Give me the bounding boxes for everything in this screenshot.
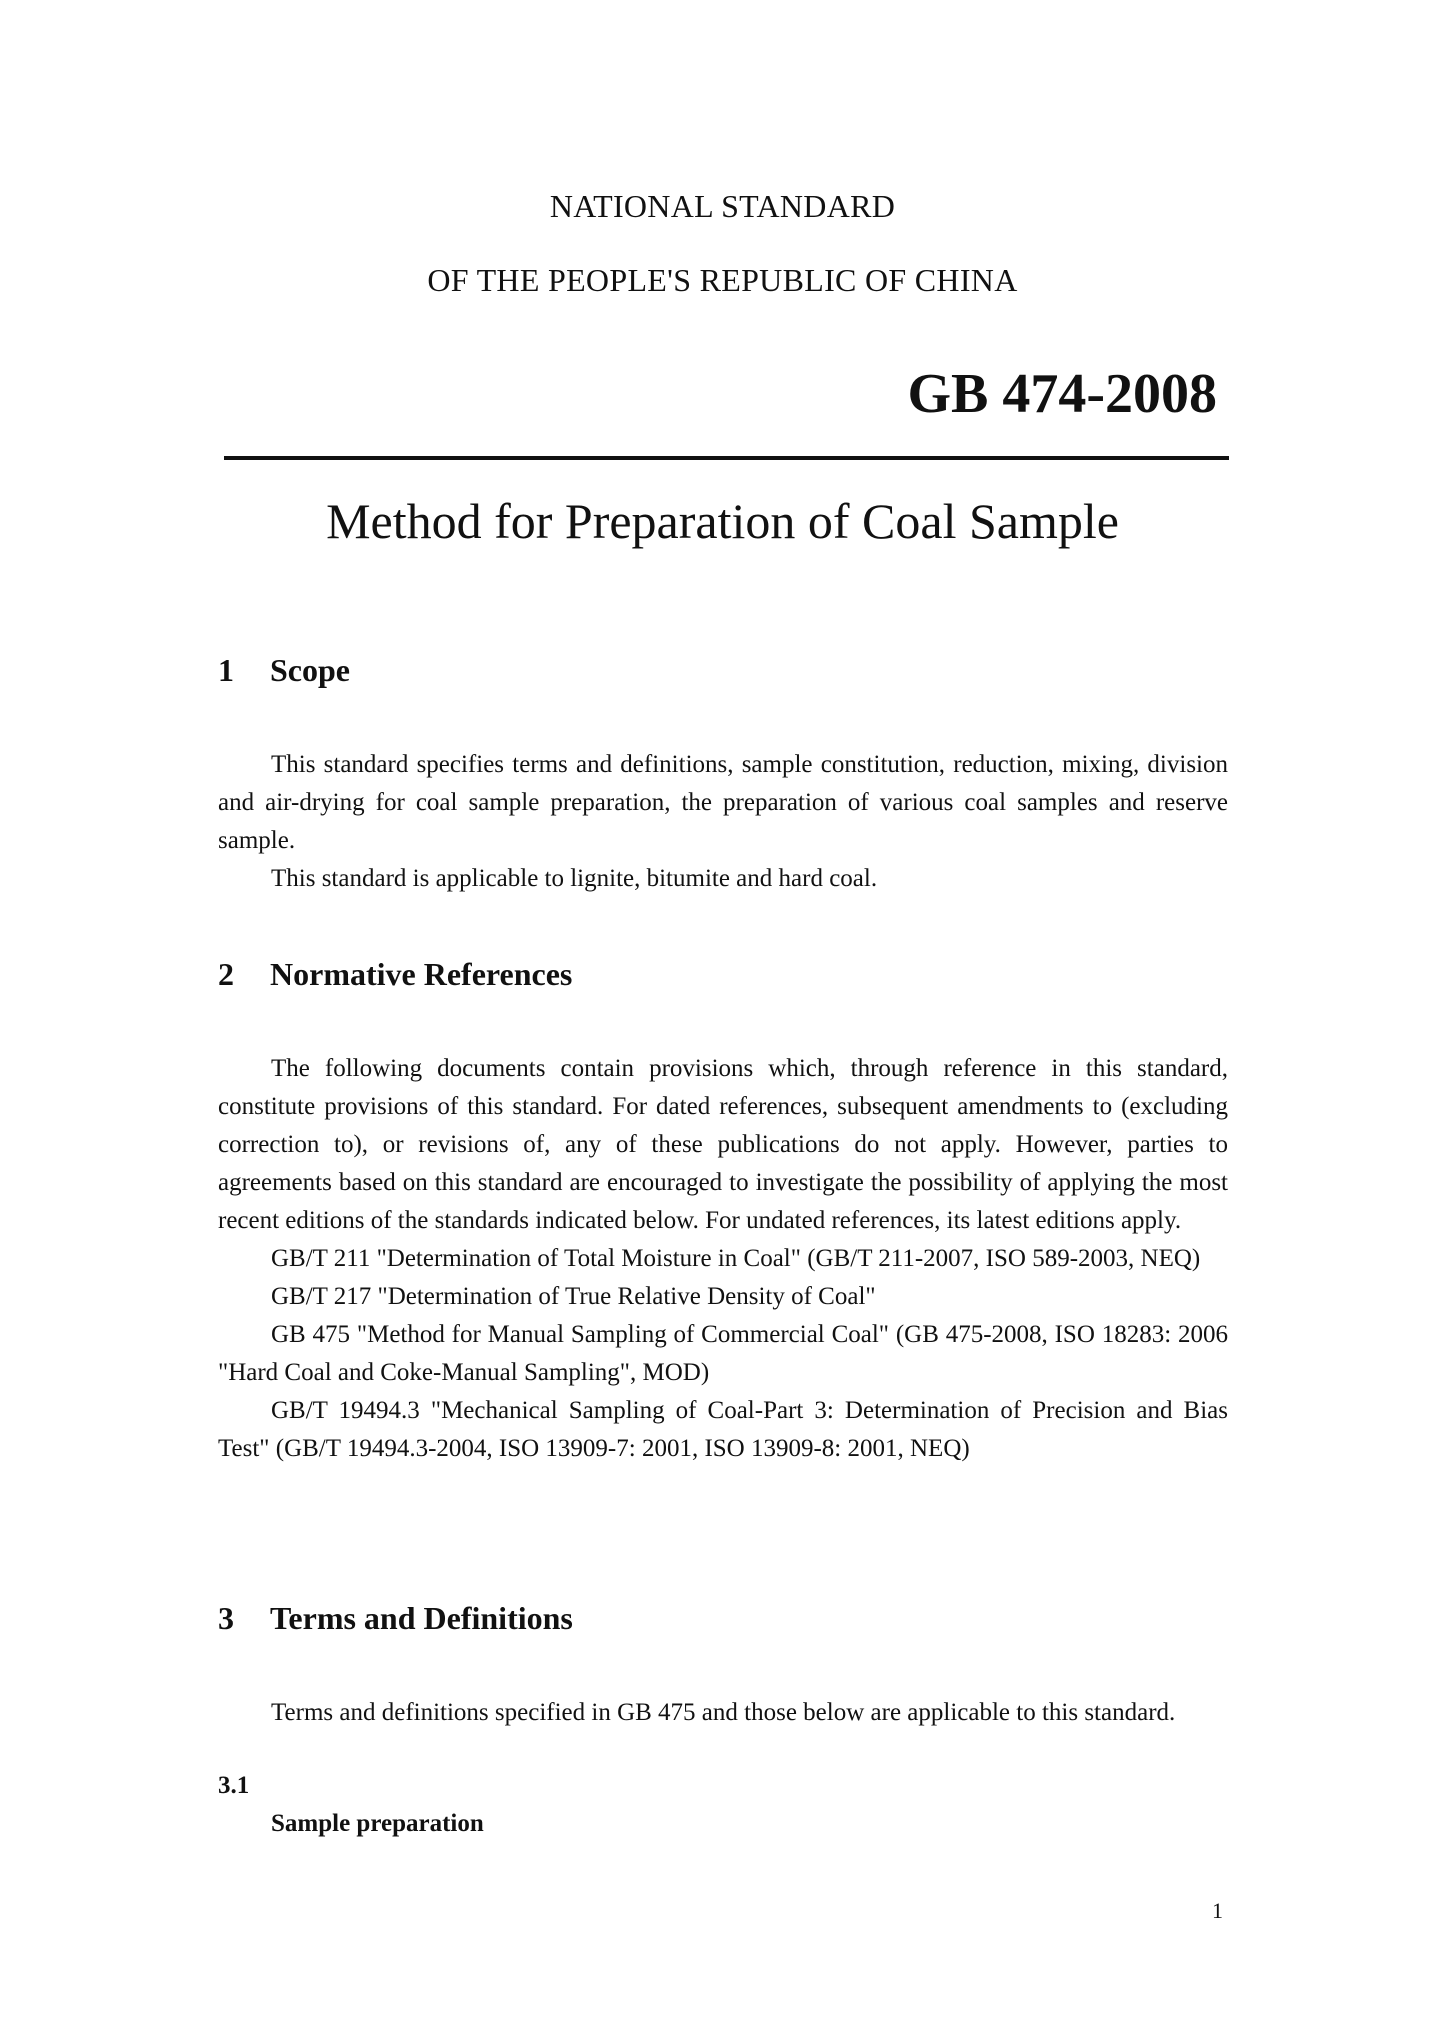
- section-number: 2: [218, 956, 234, 992]
- reference-item: GB/T 211 "Determination of Total Moisture in Coal" (GB/T 211-2007, ISO 589-2003, NEQ): [271, 1245, 1201, 1272]
- section-title: Terms and Definitions: [270, 1600, 573, 1636]
- page-number: 1: [1212, 1898, 1223, 1923]
- reference-item: GB/T 19494.3 "Mechanical Sampling of Coal-Part 3: Determination of Precision and Bias Test" (GB/T 19494.3-2004, ISO 13909-7: 2001, ISO 13909-8: 2001, NEQ): [218, 1397, 1228, 1462]
- title-divider: [224, 456, 1229, 460]
- section-number: 1: [218, 652, 234, 688]
- section-title: Normative References: [270, 956, 573, 992]
- section-body-scope: [218, 746, 1228, 898]
- section-body-terms-and-definitions: [218, 1694, 1228, 1732]
- section-title: Scope: [270, 652, 350, 688]
- section-body-normative-references: [218, 1050, 1228, 1468]
- section-heading-scope: [218, 652, 350, 689]
- header-line-1: NATIONAL STANDARD: [549, 188, 896, 224]
- reference-item: GB/T 217 "Determination of True Relative Density of Coal": [271, 1283, 876, 1310]
- section-heading-normative-references: [218, 956, 572, 993]
- term-name: Sample preparation: [271, 1810, 484, 1837]
- reference-item: GB 475 "Method for Manual Sampling of Commercial Coal" (GB 475-2008, ISO 18283: 2006 "Hard Coal and Coke-Manual Sampling", MOD): [218, 1321, 1228, 1386]
- section-number: 3: [218, 1600, 234, 1636]
- paragraph: Terms and definitions specified in GB 475 and those below are applicable to this standard.: [271, 1699, 1176, 1726]
- document-title: Method for Preparation of Coal Sample: [326, 493, 1119, 549]
- standard-code: GB 474-2008: [907, 363, 1217, 425]
- paragraph: This standard specifies terms and definitions, sample constitution, reduction, mixing, division and air-drying for coal sample preparation, the preparation of various coal samples and reserve sample.: [218, 751, 1228, 854]
- term-number: 3.1: [218, 1772, 250, 1799]
- paragraph: This standard is applicable to lignite, bitumite and hard coal.: [271, 865, 878, 892]
- section-heading-terms-and-definitions: [218, 1600, 573, 1637]
- header-line-2: OF THE PEOPLE'S REPUBLIC OF CHINA: [427, 262, 1018, 298]
- paragraph: The following documents contain provisions which, through reference in this standard, constitute provisions of this standard. For dated references, subsequent amendments to (excluding correction to), or revisions of, any of these publications do not apply. However, parties to agreements based on this standard are encouraged to investigate the possibility of applying the most recent editions of the standards indicated below. For undated references, its latest editions apply.: [218, 1055, 1228, 1234]
